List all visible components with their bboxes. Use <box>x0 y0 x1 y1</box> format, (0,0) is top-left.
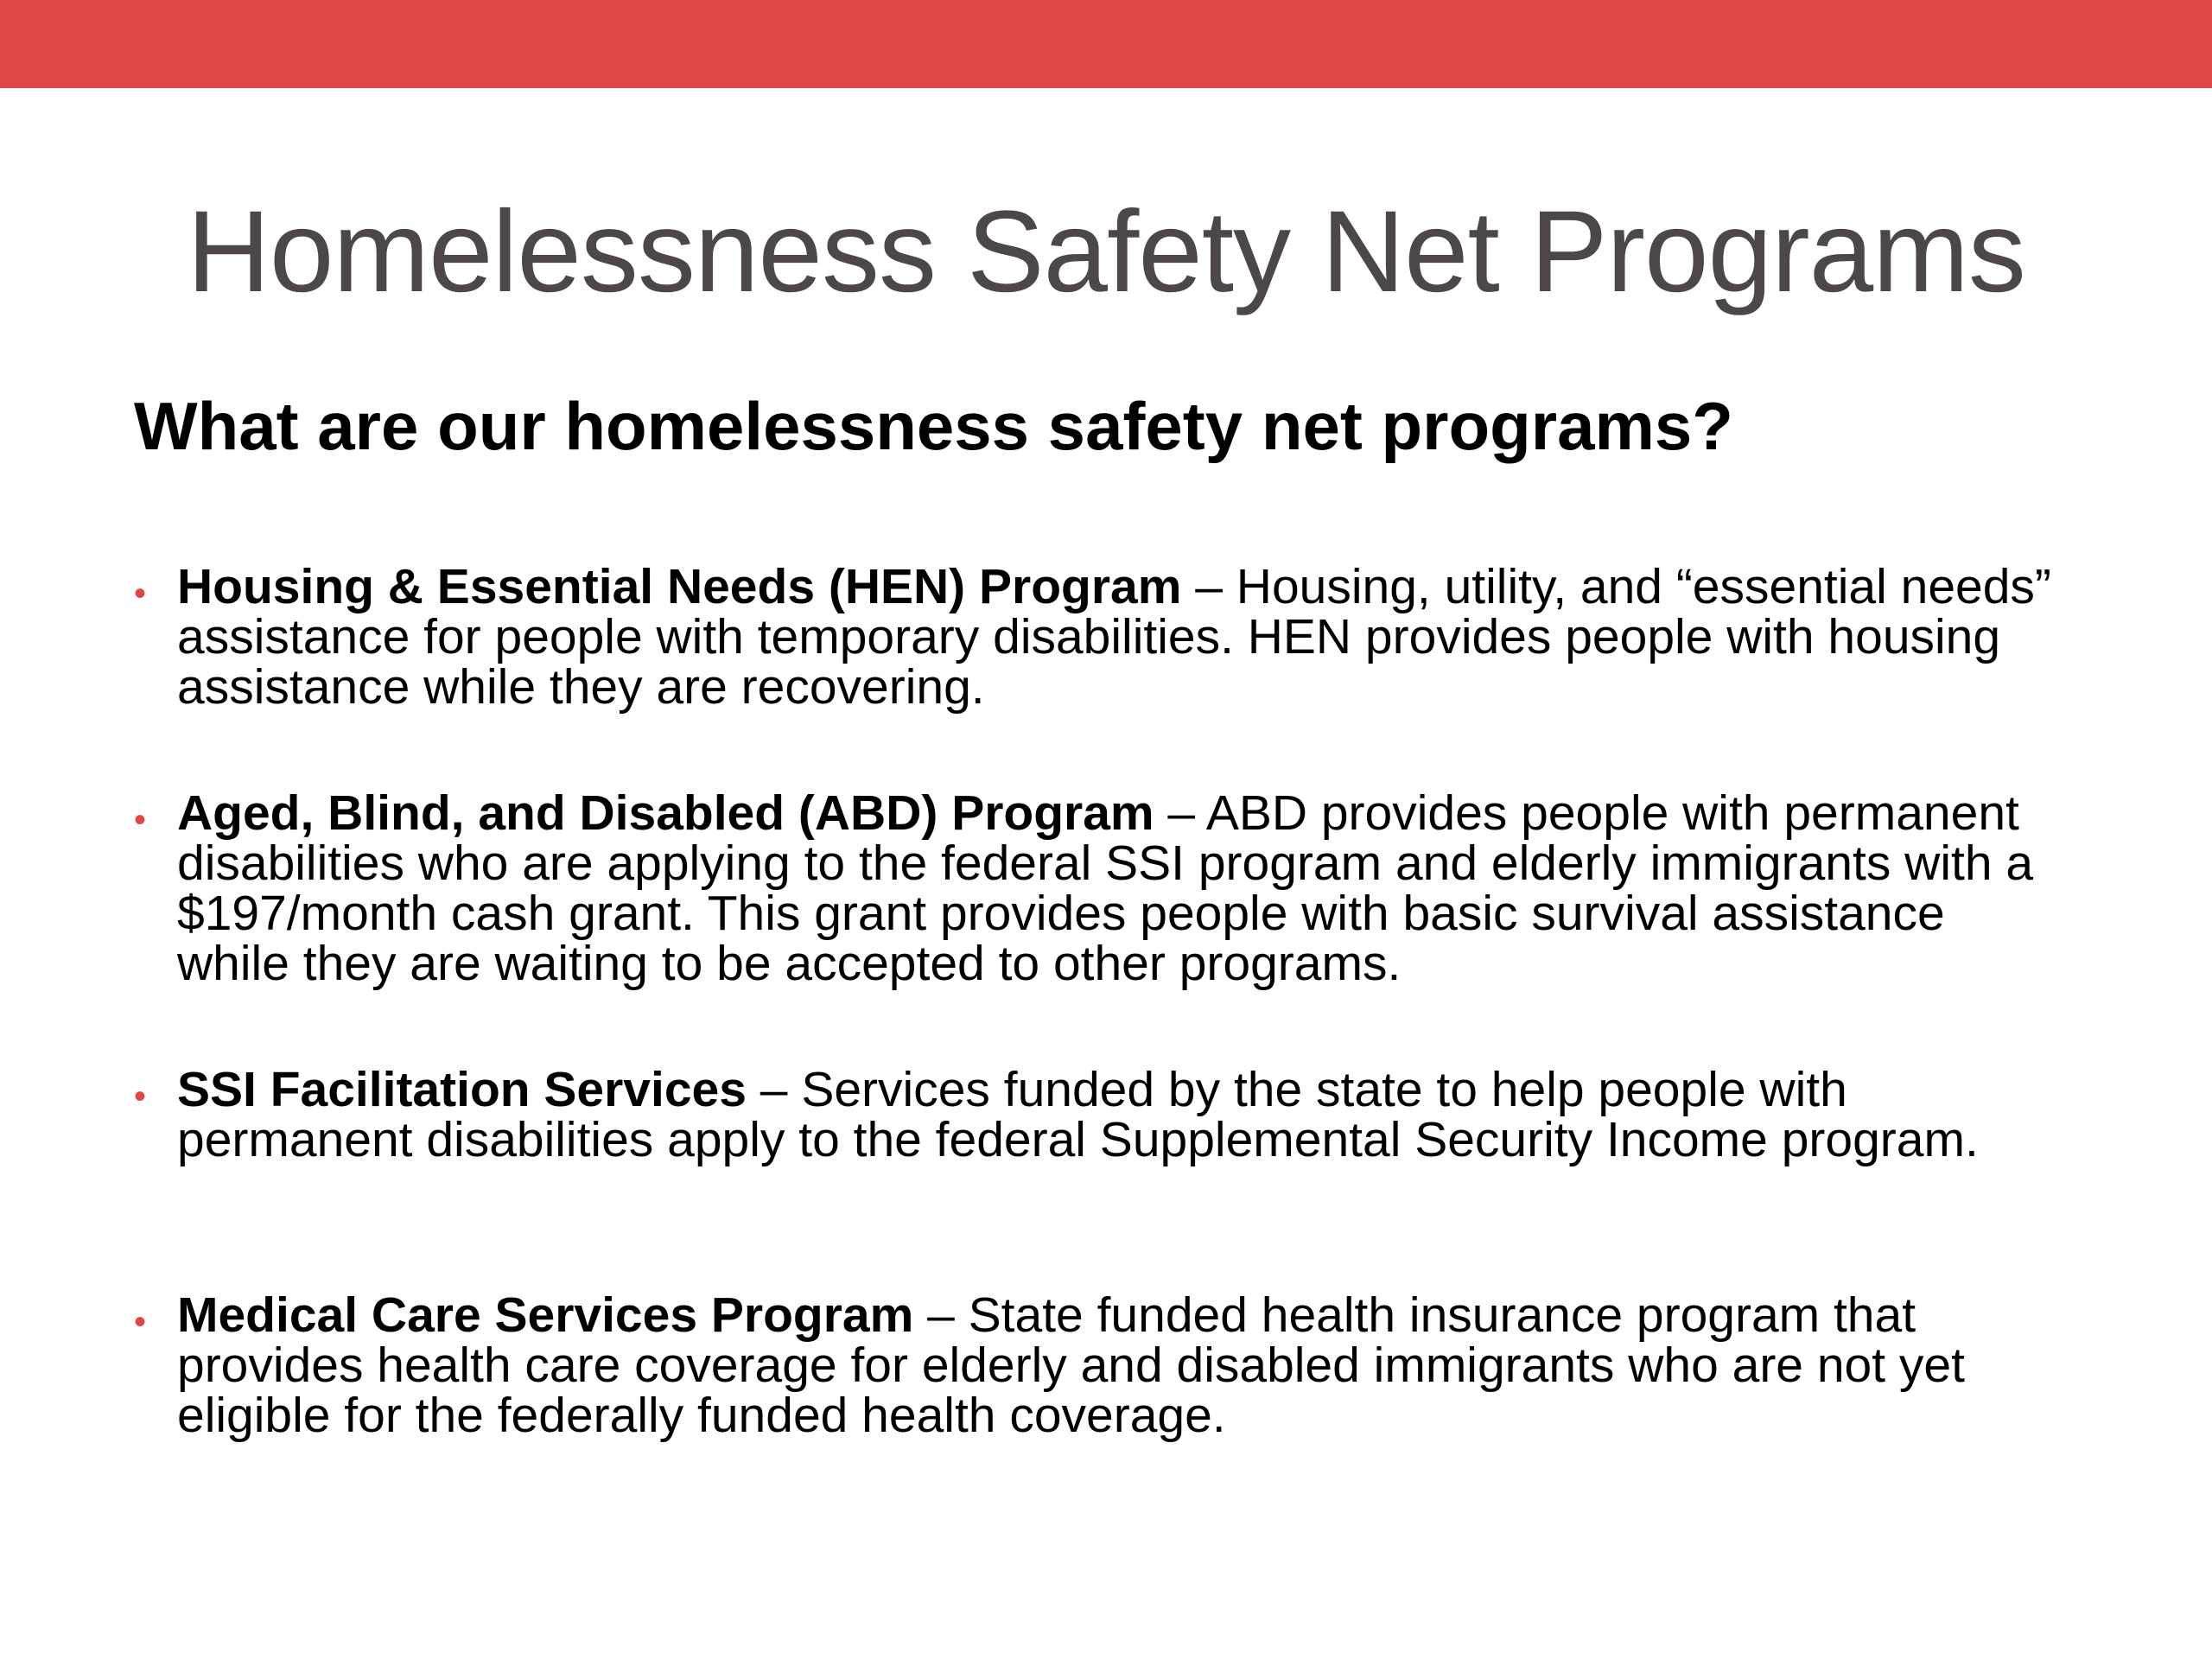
program-name: Housing & Essential Needs (HEN) Program <box>177 559 1182 614</box>
program-name: SSI Facilitation Services <box>177 1062 747 1117</box>
program-name: Aged, Blind, and Disabled (ABD) Program <box>177 785 1154 841</box>
bullet-icon: • <box>134 1303 147 1341</box>
program-text <box>177 1287 2069 1443</box>
program-text <box>177 559 2069 715</box>
program-description: – State funded health insurance program that provides health care coverage for elderly and disabled immigrants who are not yet eligible for the federally funded health coverage. <box>177 1287 1965 1443</box>
bullet-icon: • <box>134 1077 147 1116</box>
program-text <box>177 1062 2069 1167</box>
bullet-icon: • <box>134 801 147 839</box>
program-description: – Housing, utility, and “essential needs” assistance for people with temporary disabilities. HEN provides people with housing assistance while they are recovering. <box>177 559 2051 715</box>
program-description: – Services funded by the state to help people with permanent disabilities apply to the federal Supplemental Security Income program. <box>177 1062 1979 1167</box>
top-accent-bar <box>0 0 2212 88</box>
slide-title: Homelessness Safety Net Programs <box>187 188 2025 316</box>
program-name: Medical Care Services Program <box>177 1287 914 1343</box>
program-text <box>177 785 2069 991</box>
program-description: – ABD provides people with permanent disabilities who are applying to the federal SSI program and elderly immigrants with a $197/month cash grant. This grant provides people with basic survival assistance while they are waiting to be accepted to other programs. <box>177 785 2034 991</box>
bullet-icon: • <box>134 575 147 613</box>
slide-subtitle: What are our homelessness safety net programs? <box>134 388 1733 464</box>
